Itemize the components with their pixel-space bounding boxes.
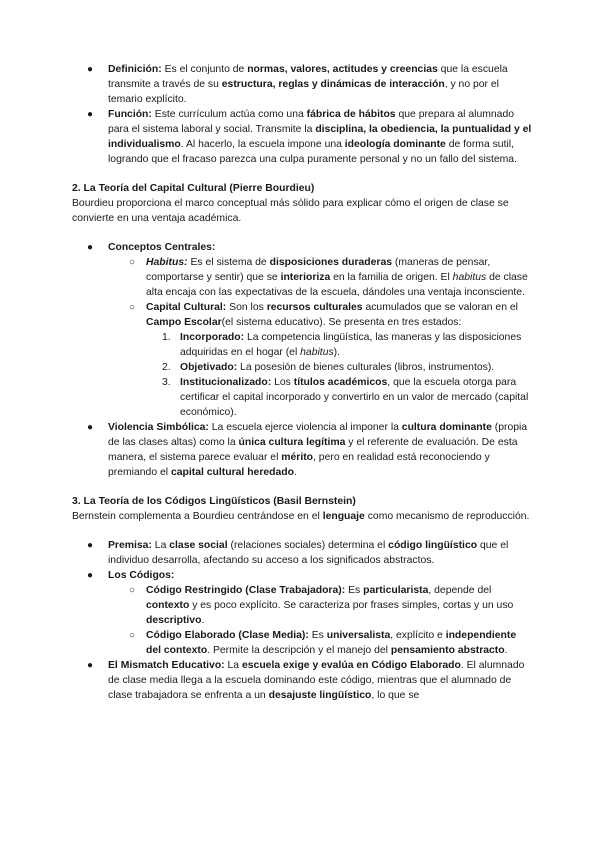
list-item-conceptos-centrales: ● Conceptos Centrales: xyxy=(87,242,216,253)
list-item-capital-cultural: ○ Capital Cultural: Son los recursos culturales acumulados que se valoran en el Campo Escolar(el sistema educativo). Se presenta en tres estados: xyxy=(129,302,518,328)
document-content xyxy=(72,62,532,703)
list-number: 1. xyxy=(162,332,171,343)
list-item-funcion: ● Función: Este currículum actúa como una fábrica de hábitos que prepara al alumnado para el sistema laboral y social. Transmite la disciplina, la obediencia, la puntualidad y el individualismo. Al hacerlo, la escuela impone una ideología dominante de forma sutil, logrando que el fracaso parezca una culpa puramente personal y no un fallo del sistema. xyxy=(87,109,532,165)
section-heading-bourdieu: 2. La Teoría del Capital Cultural (Pierre Bourdieu) xyxy=(72,183,315,194)
list-item-estado-incorporado: 1. Incorporado: La competencia lingüística, las maneras y las disposiciones adquiridas en el hogar (el habitus). xyxy=(162,332,522,358)
list-item-premisa: ● Premisa: La clase social (relaciones sociales) determina el código lingüístico que el individuo desarrolla, afectando su acceso a los significados abstractos. xyxy=(87,540,509,566)
hollow-bullet-icon: ○ xyxy=(129,302,136,313)
list-number: 3. xyxy=(162,377,171,388)
list-item-los-codigos: ● Los Códigos: xyxy=(87,570,175,581)
section-intro-bourdieu: Bourdieu proporciona el marco conceptual más sólido para explicar cómo el origen de clase se convierte en una ventaja académica. xyxy=(72,198,509,224)
list-item-definicion: ● Definición: Es el conjunto de normas, valores, actitudes y creencias que la escuela transmite a través de su estructura, reglas y dinámicas de interacción, y no por el temario explícito. xyxy=(87,64,508,105)
section-intro-bernstein: Bernstein complementa a Bourdieu centrándose en el lenguaje como mecanismo de reproducción. xyxy=(72,511,530,522)
bullet-icon: ● xyxy=(87,242,94,253)
hollow-bullet-icon: ○ xyxy=(129,585,136,596)
list-item-habitus: ○ Habitus: Es el sistema de disposiciones duraderas (maneras de pensar, comportarse y sentir) que se interioriza en la familia de origen. El habitus de clase alta encaja con las expectativas de la escuela, dándoles una ventaja inconsciente. xyxy=(129,257,528,298)
section-heading-bernstein: 3. La Teoría de los Códigos Lingüísticos (Basil Bernstein) xyxy=(72,496,356,507)
list-item-codigo-elaborado: ○ Código Elaborado (Clase Media): Es universalista, explícito e independiente del contexto. Permite la descripción y el manejo del pensamiento abstracto. xyxy=(129,630,517,656)
list-item-estado-objetivado: 2. Objetivado: La posesión de bienes culturales (libros, instrumentos). xyxy=(162,362,495,373)
bullet-icon: ● xyxy=(87,540,94,551)
hollow-bullet-icon: ○ xyxy=(129,630,136,641)
bullet-icon: ● xyxy=(87,109,94,120)
list-item-estado-institucionalizado: 3. Institucionalizado: Los títulos académicos, que la escuela otorga para certificar el capital incorporado y convertirlo en un valor de mercado (capital económico). xyxy=(162,377,529,418)
bullet-icon: ● xyxy=(87,64,94,75)
bullet-icon: ● xyxy=(87,660,94,671)
hollow-bullet-icon: ○ xyxy=(129,257,136,268)
bernstein-list xyxy=(72,538,532,703)
list-item-codigo-restringido: ○ Código Restringido (Clase Trabajadora): Es particularista, depende del contexto y es poco explícito. Se caracteriza por frases simples, cortas y un uso descriptivo. xyxy=(129,585,514,626)
list-item-mismatch: ● El Mismatch Educativo: La escuela exige y evalúa en Código Elaborado. El alumnado de clase media llega a la escuela dominando este código, mientras que el alumnado de clase trabajadora se enfrenta a un desajuste lingüístico, lo que se xyxy=(87,660,525,701)
list-item-violencia-simbolica: ● Violencia Simbólica: La escuela ejerce violencia al imponer la cultura dominante (propia de las clases altas) como la única cultura legítima y el referente de evaluación. De esta manera, el sistema parece evaluar el mérito, pero en realidad está reconociendo y premiando el capital cultural heredado. xyxy=(87,422,528,478)
bullet-icon: ● xyxy=(87,422,94,433)
list-number: 2. xyxy=(162,362,171,373)
bullet-icon: ● xyxy=(87,570,94,581)
hidden-curriculum-list xyxy=(72,62,532,167)
bourdieu-list xyxy=(72,240,532,480)
